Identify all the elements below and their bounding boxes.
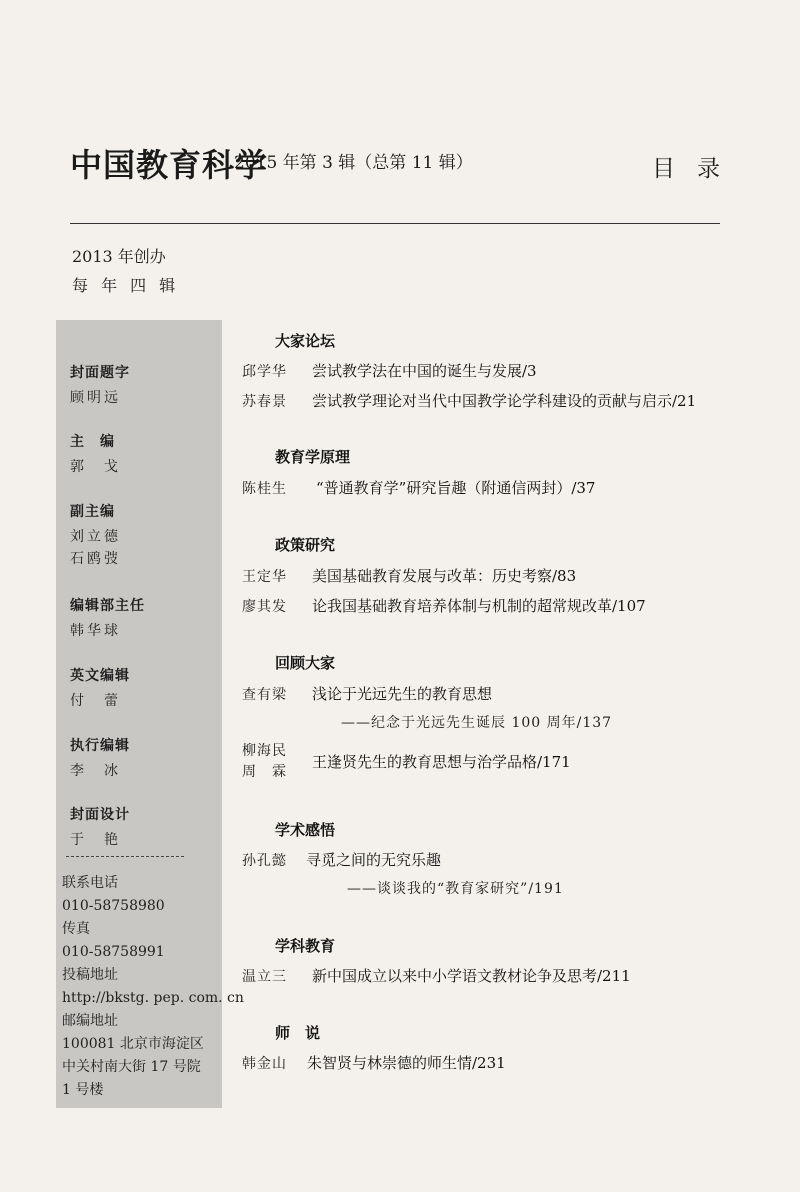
- staff-label: 封面设计: [70, 807, 130, 823]
- section-heading: 学科教育: [275, 937, 336, 955]
- submission-url: http://bkstg. pep. com. cn: [62, 990, 244, 1006]
- toc-label: 目录: [652, 156, 742, 182]
- staff-name: 付 蕾: [70, 693, 121, 709]
- entry-title: 美国基础教育发展与改革：历史考察/83: [312, 567, 577, 585]
- section-heading: 教育学原理: [275, 448, 351, 466]
- entry-author: 王定华: [242, 569, 287, 585]
- submission-label: 投稿地址: [62, 967, 118, 983]
- staff-label: 副主编: [70, 504, 115, 520]
- postal-address-line: 100081 北京市海淀区: [62, 1036, 204, 1052]
- entry-author: 邱学华: [242, 364, 287, 380]
- staff-cover-calligraphy: [70, 362, 130, 408]
- staff-label: 执行编辑: [70, 738, 130, 754]
- staff-label: 封面题字: [70, 365, 130, 381]
- staff-name: 郭 戈: [70, 459, 121, 475]
- staff-label: 英文编辑: [70, 668, 130, 684]
- staff-executive-editor: [70, 735, 130, 781]
- entry-title: “普通教育学”研究旨趣（附通信两封）/37: [316, 479, 596, 497]
- staff-cover-design: [70, 804, 130, 850]
- staff-name: 于 艳: [70, 832, 121, 848]
- entry-title: 论我国基础教育培养体制与机制的超常规改革/107: [312, 597, 646, 615]
- section-heading: 政策研究: [275, 536, 336, 554]
- section-heading: 师 说: [275, 1024, 321, 1042]
- section-heading: 大家论坛: [275, 332, 336, 350]
- staff-name: 顾明远: [70, 390, 121, 406]
- phone-label: 联系电话: [62, 875, 118, 891]
- staff-label: 编辑部主任: [70, 598, 145, 614]
- founded-year: 2013 年创办: [72, 247, 166, 266]
- section-heading: 学术感悟: [275, 821, 336, 839]
- entry-title: 寻觅之间的无究乐趣: [306, 851, 442, 869]
- entry-author: 陈桂生: [242, 481, 287, 497]
- entry-author: 温立三: [242, 969, 287, 985]
- entry-title: 尝试教学法在中国的诞生与发展/3: [312, 362, 537, 380]
- entry-author: 周 霖: [242, 764, 287, 780]
- postal-address-line: 中关村南大街 17 号院: [62, 1059, 201, 1075]
- entry-author: 苏春景: [242, 394, 287, 410]
- entry-title: 新中国成立以来中小学语文教材论争及思考/211: [312, 967, 631, 985]
- phone-number: 010-58758980: [62, 898, 165, 914]
- header-divider: [70, 223, 720, 224]
- issue-info: 2015 年第 3 辑（总第 11 辑）: [234, 153, 473, 173]
- staff-editor-in-chief: [70, 431, 121, 477]
- staff-office-director: [70, 595, 145, 641]
- entry-author: 韩金山: [242, 1056, 287, 1072]
- staff-name: 李 冰: [70, 763, 121, 779]
- staff-name: 石鸥弢: [70, 551, 121, 567]
- contact-info: [62, 872, 244, 1102]
- entry-author: 廖其发: [242, 599, 287, 615]
- staff-label: 主 编: [70, 434, 115, 450]
- publication-frequency: 每 年 四 辑: [72, 276, 180, 295]
- journal-title: 中国教育科学: [70, 146, 269, 184]
- section-heading: 回顾大家: [275, 654, 336, 672]
- entry-subtitle: ——纪念于光远先生诞辰 100 周年/137: [341, 715, 613, 731]
- entry-author: 查有梁: [242, 687, 287, 703]
- fax-label: 传真: [62, 921, 90, 937]
- postal-label: 邮编地址: [62, 1013, 118, 1029]
- entry-subtitle: ——谈谈我的“教育家研究”/191: [347, 881, 564, 897]
- entry-author: 孙孔懿: [242, 853, 287, 869]
- entry-author: 柳海民: [242, 743, 287, 759]
- staff-name: 刘立德: [70, 529, 121, 545]
- entry-title: 尝试教学理论对当代中国教学论学科建设的贡献与启示/21: [312, 392, 697, 410]
- masthead-sidebar: [56, 320, 244, 1108]
- postal-address-line: 1 号楼: [62, 1082, 104, 1098]
- entry-title: 朱智贤与林崇德的师生情/231: [307, 1054, 506, 1072]
- staff-deputy-editors: [70, 501, 121, 569]
- staff-english-editor: [70, 665, 130, 711]
- sidebar-divider: [66, 856, 184, 857]
- staff-name: 韩华球: [70, 623, 121, 639]
- entry-title: 浅论于光远先生的教育思想: [312, 685, 493, 703]
- entry-title: 王逢贤先生的教育思想与治学品格/171: [312, 753, 571, 771]
- fax-number: 010-58758991: [62, 944, 165, 960]
